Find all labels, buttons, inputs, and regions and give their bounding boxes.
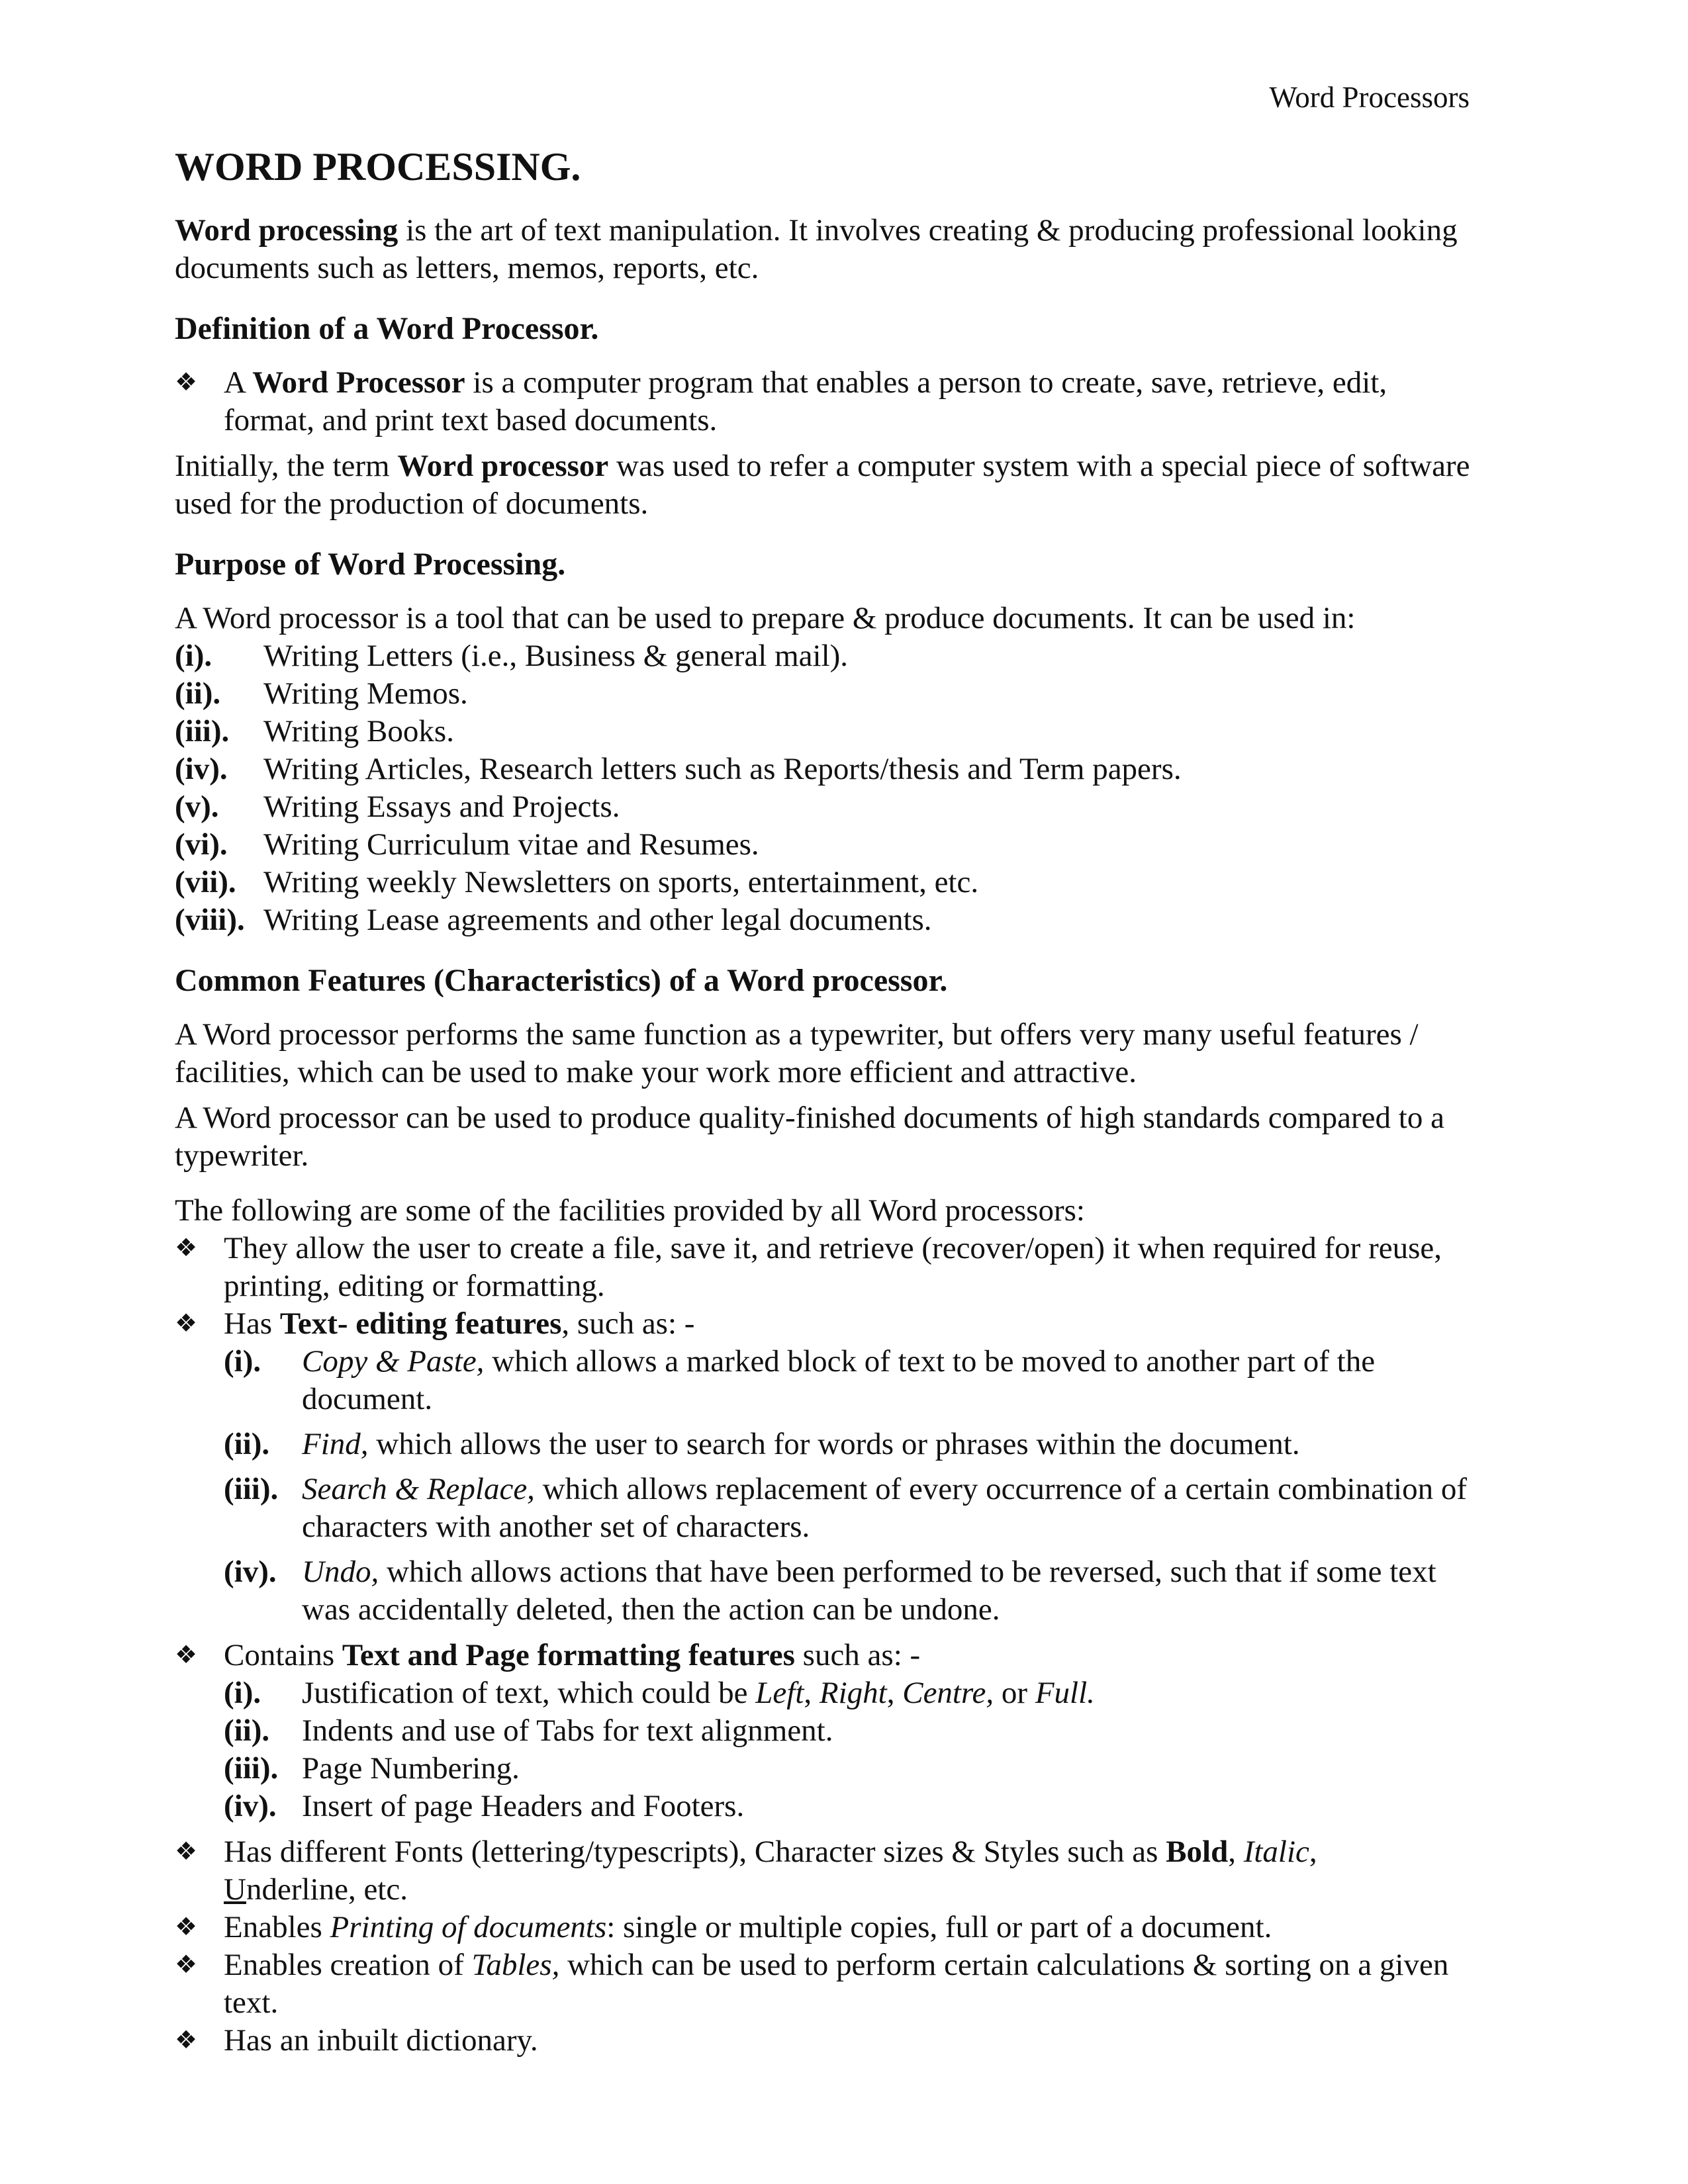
list-number: (viii). [175,903,245,937]
list-number: (iii). [224,1751,279,1786]
diamond-bullet-icon: ❖ [175,1951,198,1979]
list-item: Writing weekly Newsletters on sports, entertainment, etc. [263,865,979,899]
list-item: Copy & Paste, which allows a marked block of text to be moved to another part of the document. [302,1344,1376,1416]
list-number: (i). [224,1676,261,1710]
diamond-bullet-icon: ❖ [175,1310,198,1338]
features-paragraph-1: A Word processor performs the same function as a typewriter, but offers very many useful features / facilities, which can be used to make your work more efficient and attractive. [175,1017,1419,1089]
diamond-bullet-icon: ❖ [175,1913,198,1941]
feature-bullet-tables: ❖ Enables creation of Tables, which can be used to perform certain calculations & sorting on a given text. [175,1948,1449,2020]
diamond-bullet-icon: ❖ [175,1234,198,1262]
heading-purpose: Purpose of Word Processing. [175,547,566,582]
list-item: Writing Lease agreements and other legal documents. [263,903,932,937]
list-item: Find, which allows the user to search for words or phrases within the document. [302,1427,1300,1461]
list-item: Search & Replace, which allows replacement of every occurrence of a certain combination of characters with another set of characters. [302,1472,1467,1544]
features-paragraph-2: A Word processor can be used to produce quality-finished documents of high standards compared to a typewriter. [175,1101,1444,1173]
document-body [175,142,1476,2060]
diamond-bullet-icon: ❖ [175,369,198,396]
feature-bullet-printing: ❖ Enables Printing of documents: single or multiple copies, full or part of a document. [175,1909,1476,1946]
editing-features-list [224,1343,1476,1629]
feature-bullet-editing: ❖ Has Text- editing features, such as: - [175,1305,1476,1343]
list-number: (iii). [224,1472,279,1506]
list-number: (ii). [224,1713,270,1748]
intro-paragraph: Word processing is the art of text manipulation. It involves creating & producing professional looking documents such as letters, memos, reports, etc. [175,213,1458,285]
diamond-bullet-icon: ❖ [175,1838,198,1866]
feature-bullet-formatting: ❖ Contains Text and Page formatting features such as: - [175,1637,1476,1674]
running-header: Word Processors [1269,81,1470,114]
diamond-bullet-icon: ❖ [175,2026,198,2054]
feature-bullet-dictionary: ❖ Has an inbuilt dictionary. [175,2022,1476,2060]
definition-paragraph: Initially, the term Word processor was used to refer a computer system with a special piece of software used for the production of documents. [175,449,1470,521]
heading-definition: Definition of a Word Processor. [175,311,599,346]
page-title: WORD PROCESSING. [175,145,581,189]
feature-bullet-fonts: ❖ Has different Fonts (lettering/typescripts), Character sizes & Styles such as Bold, Italic, Underline, etc. [175,1835,1317,1907]
list-item: Writing Books. [263,714,454,749]
diamond-bullet-icon: ❖ [175,1641,198,1669]
list-number: (vi). [175,827,228,862]
list-item: Writing Articles, Research letters such as Reports/thesis and Term papers. [263,752,1182,786]
list-item: Insert of page Headers and Footers. [302,1789,745,1823]
list-item: Writing Essays and Projects. [263,790,620,824]
list-item: Writing Curriculum vitae and Resumes. [263,827,759,862]
list-number: (i). [175,639,212,673]
list-number: (ii). [224,1427,270,1461]
list-number: (iv). [224,1789,277,1823]
features-paragraph-3: The following are some of the facilities provided by all Word processors: [175,1193,1085,1228]
list-number: (ii). [175,676,221,711]
list-number: (iv). [175,752,228,786]
purpose-lead: A Word processor is a tool that can be used to prepare & produce documents. It can be used in: [175,601,1356,635]
list-item: Justification of text, which could be Left, Right, Centre, or Full. [302,1676,1095,1710]
heading-features: Common Features (Characteristics) of a Word processor. [175,963,948,998]
purpose-list [175,637,1476,939]
list-number: (iii). [175,714,230,749]
list-item: Page Numbering. [302,1751,520,1786]
list-number: (iv). [224,1555,277,1589]
list-item: Writing Memos. [263,676,468,711]
list-number: (i). [224,1344,261,1379]
list-number: (v). [175,790,219,824]
list-item: Writing Letters (i.e., Business & general mail). [263,639,849,673]
formatting-features-list [224,1674,1476,1825]
definition-bullet: ❖ A Word Processor is a computer program that enables a person to create, save, retrieve, edit, format, and print text based documents. [175,365,1387,437]
list-item: Indents and use of Tabs for text alignment. [302,1713,833,1748]
list-number: (vii). [175,865,236,899]
list-item: Undo, which allows actions that have been performed to be reversed, such that if some text was accidentally deleted, then the action can be undone. [302,1555,1436,1627]
feature-bullet-file: ❖ They allow the user to create a file, save it, and retrieve (recover/open) it when required for reuse, printing, editing or formatting. [175,1231,1442,1303]
